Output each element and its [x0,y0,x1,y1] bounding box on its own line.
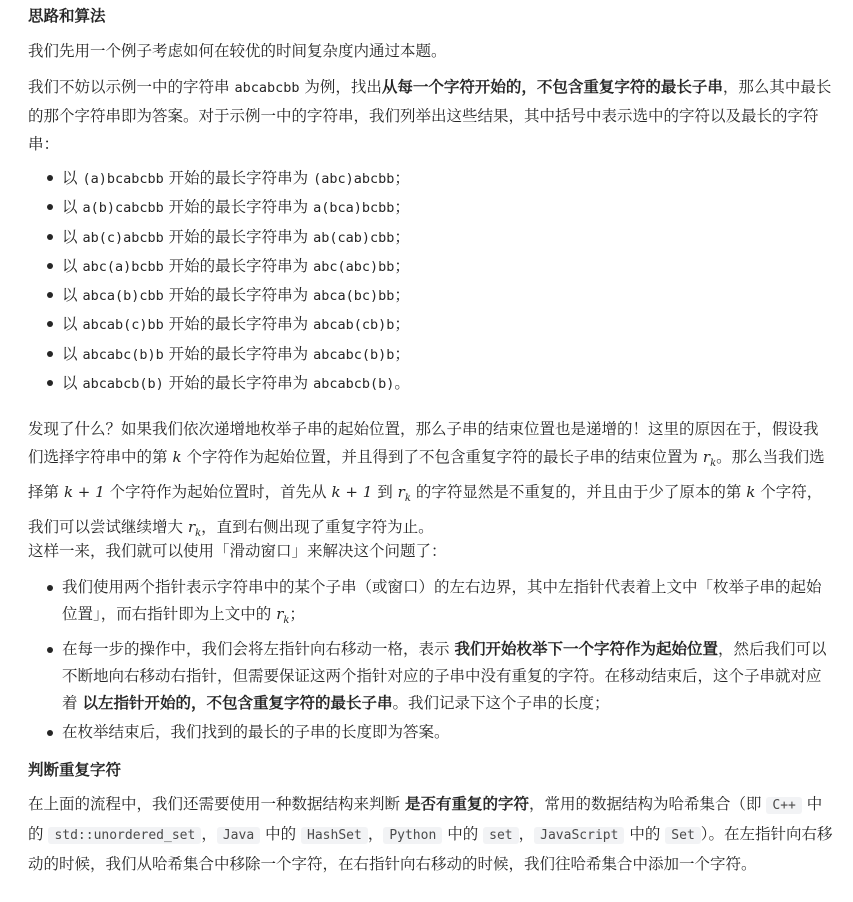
bold-phrase: 从每一个字符开始的，不包含重复字符的最长子串 [381,78,723,96]
code-set: set [483,827,518,844]
code-hashset: HashSet [301,827,368,844]
example-string: abcabcbb [234,80,300,96]
list-item: 以 abc(a)bcbb 开始的最长字符串为 abc(abc)bb； [28,252,833,281]
list-item: 以 ab(c)abcbb 开始的最长字符串为 ab(cab)cbb； [28,223,833,252]
sliding-window-steps-list [28,574,833,746]
code-java: Java [217,827,260,844]
list-item: 在每一步的操作中，我们会将左指针向右移动一格，表示 我们开始枚举下一个字符作为起始位置，然后我们可以不断地向右移动右指针，但需要保证这两个指针对应的子串中没有重复的字符。在移动结束后，这个子串就对应着 以左指针开始的，不包含重复字符的最长子串。我们记录下这个子串的长度； [28,636,833,717]
list-item: 我们使用两个指针表示字符串中的某个子串（或窗口）的左右边界，其中左指针代表着上文中「枚举子串的起始位置」，而右指针即为上文中的 $r_k$； [28,574,833,634]
math-k: k [746,483,756,501]
math-k-plus-1: k + 1 [331,483,373,501]
code-unordered-set: std::unordered_set [48,827,201,844]
list-item: 以 abcabcb(b) 开始的最长字符串为 abcabcb(b)。 [28,369,833,398]
code-python: Python [383,827,442,844]
list-item: 以 abcab(c)bb 开始的最长字符串为 abcab(cb)b； [28,310,833,339]
list-item: 以 abcabc(b)b 开始的最长字符串为 abcabc(b)b； [28,340,833,369]
heading-duplicate-check: 判断重复字符 [28,761,122,779]
list-item: 以 a(b)cabcbb 开始的最长字符串为 a(bca)bcbb； [28,193,833,222]
list-item: 以 abca(b)cbb 开始的最长字符串为 abca(bc)bb； [28,281,833,310]
paragraph-hashset: 在上面的流程中，我们还需要使用一种数据结构来判断 是否有重复的字符，常用的数据结构为哈希集合（即 C++ 中的 std::unordered_set ， Java 中的 HashSet ， Python 中的 set ， JavaScript 中的 Set ）。在左指针向右移动的时候，我们从哈希集合中移除一个字符，在右指针向右移动的时候，我们往哈希集合中添加一个字符。 [28,795,833,873]
math-rk: $r_k$ [702,448,717,469]
code-set-js: Set [665,827,700,844]
example-results-list [28,164,833,398]
math-k: k [172,448,182,466]
code-cpp: C++ [766,797,801,814]
paragraph-sliding-window: 这样一来，我们就可以使用「滑动窗口」来解决这个问题了： [28,542,447,560]
math-k-plus-1: k + 1 [63,483,105,501]
math-rk: $r_k$ [187,518,202,539]
math-rk: $r_k$ [397,483,411,504]
list-item: 以 (a)bcabcbb 开始的最长字符串为 (abc)abcbb； [28,164,833,193]
list-item: 在枚举结束后，我们找到的最长的子串的长度即为答案。 [28,719,833,746]
code-javascript: JavaScript [534,827,624,844]
paragraph-observation: 发现了什么？如果我们依次递增地枚举子串的起始位置，那么子串的结束位置也是递增的！这里的原因在于，假设我们选择字符串中的第 k 个字符作为起始位置，并且得到了不包含重复字符的最长子串的结束位置为 $r_k$。那么当我们选择第 k + 1 个字符作为起始位置时，首先从 k + 1 到 $r_k$ 的字符显然是不重复的，并且由于少了原本的第 k 个字符，我们可以尝试继续增大 $r_k$，直到右侧出现了重复字符为止。 [28,420,825,539]
paragraph-intro: 我们先用一个例子考虑如何在较优的时间复杂度内通过本题。 [28,42,447,60]
heading-approach: 思路和算法 [28,7,106,25]
paragraph-example: 我们不妨以示例一中的字符串 abcabcbb 为例，找出从每一个字符开始的，不包含重复字符的最长子串，那么其中最长的那个字符串即为答案。对于示例一中的字符串，我们列举出这些结果，其中括号中表示选中的字符以及最长的字符串： [28,78,832,153]
